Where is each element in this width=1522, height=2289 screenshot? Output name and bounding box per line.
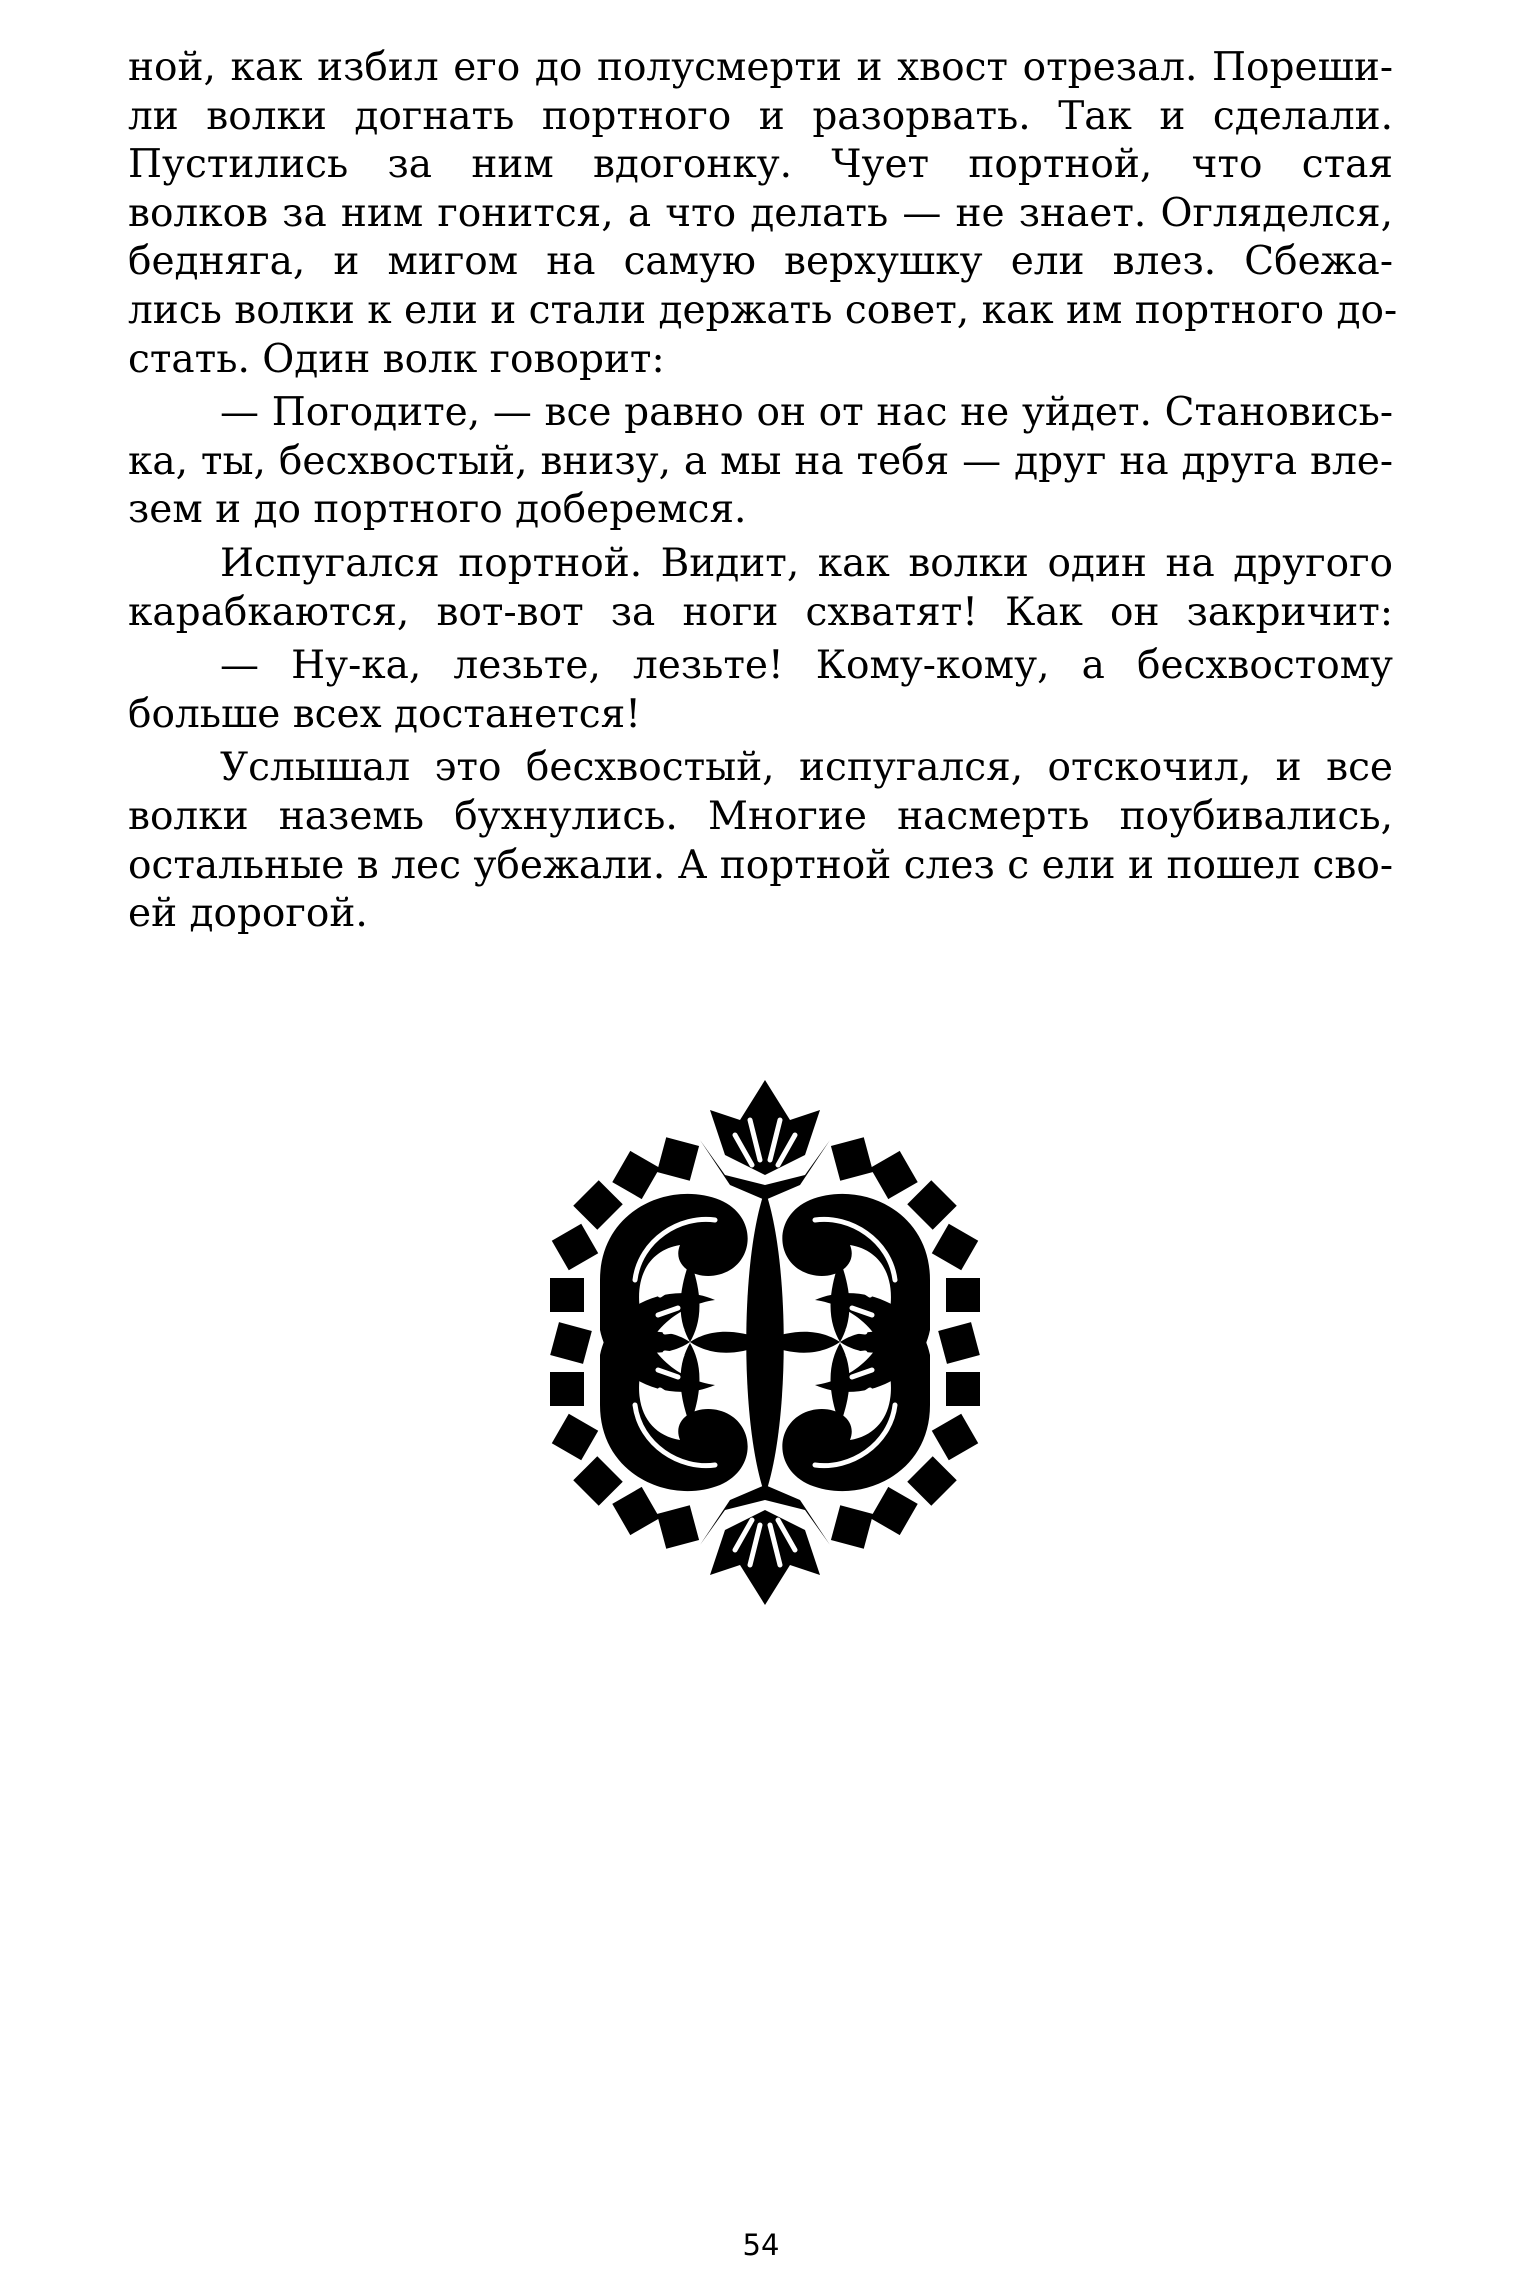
text-line: Пустились за ним вдогонку. Чует портной, что стая xyxy=(128,142,1393,188)
page-number: 54 xyxy=(742,2228,780,2262)
text-line: больше всех достанется! xyxy=(128,691,641,737)
text-line: карабкаются, вот-вот за ноги схватят! Как он закричит: xyxy=(128,589,1393,635)
text-line: волков за ним гонится, а что делать — не знает. Огляделся, xyxy=(128,190,1393,236)
text-line: бедняга, и мигом на самую верхушку ели влез. Сбежа- xyxy=(128,239,1393,285)
text-line: ли волки догнать портного и разорвать. Так и сделали. xyxy=(128,93,1393,139)
paragraph-5 xyxy=(128,744,1393,938)
floral-ornament-icon xyxy=(540,1080,990,1605)
text-line: ка, ты, бесхвостый, внизу, а мы на тебя — друг на друга вле- xyxy=(128,438,1393,484)
text-line: — Ну-ка, лезьте, лезьте! Кому-кому, а бесхвостому xyxy=(220,643,1393,689)
text-line: стать. Один волк говорит: xyxy=(128,336,665,382)
text-line: ей дорогой. xyxy=(128,891,368,937)
text-line: лись волки к ели и стали держать совет, как им портного до- xyxy=(128,287,1398,333)
story-text xyxy=(128,44,1398,944)
text-line: зем и до портного доберемся. xyxy=(128,487,747,533)
text-line: — Погодите, — все равно он от нас не уйдет. Становись- xyxy=(220,390,1393,436)
text-line: ной, как избил его до полусмерти и хвост отрезал. Пореши- xyxy=(128,45,1393,90)
paragraph-1 xyxy=(128,44,1398,384)
text-line: Испугался портной. Видит, как волки один на другого xyxy=(220,540,1393,586)
text-line: волки наземь бухнулись. Многие насмерть поубивались, xyxy=(128,793,1393,839)
paragraph-3 xyxy=(128,540,1393,637)
paragraph-2 xyxy=(128,389,1393,535)
text-line: Услышал это бесхвостый, испугался, отскочил, и все xyxy=(220,745,1393,791)
paragraph-4 xyxy=(128,642,1393,739)
text-line: остальные в лес убежали. А портной слез с ели и пошел сво- xyxy=(128,842,1393,888)
